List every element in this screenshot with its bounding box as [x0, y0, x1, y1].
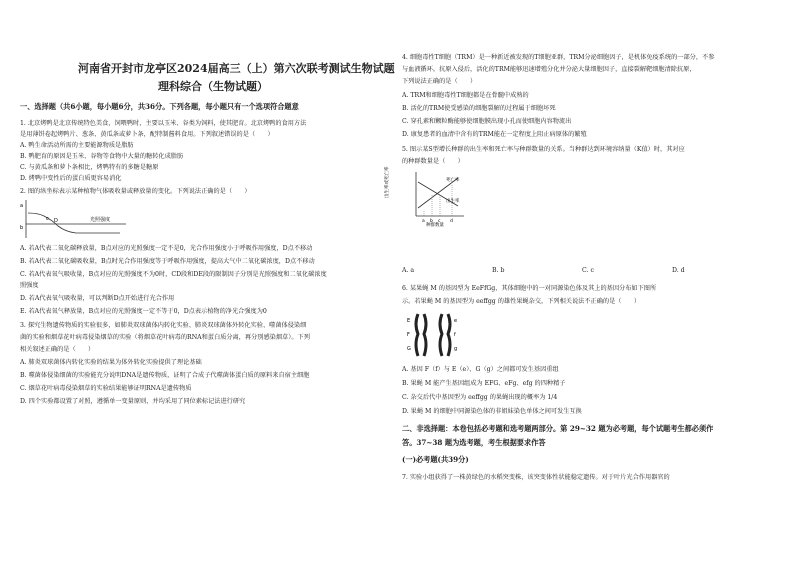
q2-axis-label: 光照强度 — [90, 217, 111, 223]
q6-gene-e: E — [407, 318, 411, 324]
q2-label-b: b — [20, 225, 24, 231]
q4-stem-line3: 下列说法正确的是（ ） — [402, 78, 477, 85]
q4-option-a: A. TRM和细胞毒性T细胞都是在骨髓中成熟的 — [402, 92, 529, 99]
q5-x-label: 种群数量 — [426, 223, 444, 228]
q4-stem-line1: 4. 细胞毒性T细胞（TRM）是一种新近被发现的T细胞亚群，TRM分泌细胞因子，是机体免疫系统的一部分，不参 — [402, 54, 715, 61]
q5-stem-line1: 5. 图示某S型增长种群的出生率和死亡率与种群数量的关系。当种群达到环境容纳量（K值）时，其对应 — [402, 146, 685, 153]
q6-gene-g: G — [407, 346, 411, 352]
q3-stem-line2: 菌的实验和烟草花叶病毒侵染烟草的实验（将烟草花叶病毒的RNA和蛋白质分离，再分别感染烟草）。下列 — [20, 334, 310, 341]
q4-stem-line2: 与血液循环。抗原入侵后，活化的TRM能够迅速增殖分化并分泌大量细胞因子，直接裂解靶细胞清除抗原， — [402, 66, 696, 73]
q1-option-a: A. 鸭生命活动所需的主要能源物质是脂肪 — [20, 142, 134, 149]
q5-option-b: B. b — [492, 267, 505, 274]
q6-chromosome-figure — [404, 310, 464, 360]
q3-option-a: A. 肺炎双球菌体内转化实验的结果为体外转化实验提供了理论基础 — [20, 359, 202, 366]
q4-option-d: D. 康复患者的血清中含有的TRM能在一定程度上阻止病原体的繁殖 — [402, 131, 587, 138]
q5-birth-rate-label: 出生率 — [446, 199, 460, 204]
q2-option-d: D. 若A代表氧气吸收量，可以判断D点开始进行光合作用 — [20, 295, 175, 302]
q5-tick-b: b — [430, 219, 433, 224]
q5-tick-d: d — [450, 219, 453, 224]
q6-option-c: C. 杂交后代中基因型为 eeffgg 的果蝇出现的概率为 1/4 — [402, 394, 558, 401]
section-heading-choice: 一、选择题（共6小题，每小题6分，共36分。下列各题，每小题只有一个选项符合题意 — [20, 102, 299, 111]
q2-option-e: E. 若A代表氧气释放量，B点对应的光照强度一定不等于0，D点表示植物的净光合强度为0 — [20, 308, 267, 315]
q2-option-a: A. 若A代表二氧化碳释放量，B点对应的光照强度一定不是0，光合作用强度小于呼吸作用强度，D点不移动 — [20, 245, 313, 252]
q5-tick-a: a — [422, 219, 425, 224]
q6-option-a: A. 基因 F（f）与 E（e）、G（g）之间都可发生基因重组 — [402, 366, 559, 373]
q5-tick-c: c — [438, 219, 441, 224]
q5-option-c: C. c — [582, 267, 594, 274]
q6-stem-line2: 示。若果蝇 M 的基因型为 eeffgg 的雄性果蝇杂交，下列相关说法不正确的是（ ） — [402, 298, 641, 305]
q2-option-c-cont: 照强度 — [20, 282, 39, 289]
q6-option-d: D. 果蝇 M 的细胞中同源染色体的非姐妹染色单体之间可发生互换 — [402, 408, 582, 415]
section-heading-nonchoice-line1: 二、非选择题：本卷包括必考题和选考题两部分。第 29~32 题为必考题，每个试题考生都必须作 — [402, 424, 714, 433]
q1-stem-line2: 是用薄饼卷起烤鸭片、葱条、黄瓜条或萝卜条，配特制酱料食用。下列叙述错误的是（ ） — [20, 131, 274, 138]
q5-stem-line2: 的种群数量是（ ） — [402, 158, 464, 165]
q2-label-a: a — [20, 203, 24, 209]
q2-option-c: C. 若A代表氧气吸收量，B点对应的光照强度不为0时，CD段和DE段的限制因子分别是光照强度和二氧化碳浓度 — [20, 271, 327, 278]
q1-option-c: C. 与黄瓜条和萝卜条相比，烤鸭特有的多糖是糖原 — [20, 164, 159, 171]
q4-option-c: C. 穿孔素和颗粒酶能够使细胞膜出现小孔而使细胞内容物流出 — [402, 118, 572, 125]
q6-chromosome-left-b — [424, 314, 426, 356]
q3-option-c: C. 烟草花叶病毒侵染烟草的实验结果能够证明RNA是遗传物质 — [20, 385, 192, 392]
q1-option-d: D. 烤鸭中变性后的蛋白质更容易消化 — [20, 175, 122, 182]
q3-stem-line3: 相关叙述正确的是（ ） — [20, 346, 95, 353]
q5-option-a: A. a — [402, 267, 415, 274]
q6-gene-f-lower: f — [454, 332, 456, 338]
q1-option-b: B. 鸭肥育的原因是玉米、谷物等食物中大量的糖转化成脂肪 — [20, 153, 184, 160]
q6-gene-f: F — [407, 332, 410, 338]
q5-y-label: 出生率或死亡率 — [385, 166, 390, 198]
section-subheading-required: (一)必考题(共39分) — [402, 455, 469, 464]
q7-stem-line1: 7. 实验小组获得了一株黄绿色的水稻突变株，该突变体性状能稳定遗传。对于叶片光合作用器官的 — [402, 474, 670, 481]
q6-gene-g-lower: g — [454, 346, 458, 352]
q3-option-b: B. 噬菌体侵染细菌的实验能充分说明DNA是遗传物质，证明了合成子代噬菌体蛋白质的原料来自宿主细胞 — [20, 372, 310, 379]
q1-stem-line1: 1. 北京烤鸭是北京传统特色美食，饲喂鸭时，主要以玉米、谷类为饲料，使其肥育。北京烤鸭的食用方法 — [20, 120, 307, 127]
q2-curve — [28, 213, 120, 233]
q2-label-c: c — [46, 216, 49, 222]
q3-stem-line1: 3. 探究生物遗传物质的实验很多，如肺炎双球菌体内转化实验、肺炎双球菌体外转化实验、噬菌体侵染细 — [20, 322, 307, 329]
q6-chromosome-left-a — [416, 314, 418, 356]
q6-gene-e-lower: e — [454, 318, 458, 324]
q5-population-figure — [385, 166, 482, 228]
q6-stem-line1: 6. 某果蝇 M 的基因型为 EeFfGg，其体细胞中的一对同源染色体及其上的基因分布如下图所 — [402, 285, 657, 292]
q3-option-d: D. 四个实验都设置了对照，遵循单一变量原则，并均采用了同位素标记法进行研究 — [20, 398, 246, 405]
q5-death-rate-label: 死亡率 — [446, 178, 460, 183]
q6-option-b: B. 果蝇 M 能产生基因组成为 EFG、eFg、efg 的四种精子 — [402, 380, 566, 387]
paper-title: 河南省开封市龙亭区2024届高三（上）第六次联考测试生物试题 — [78, 62, 395, 75]
q2-gas-exchange-figure — [20, 198, 130, 242]
q4-option-b: B. 活化的TRM使受感染的细胞裂解的过程属于细胞坏死 — [402, 105, 556, 112]
q6-chromosome-right-b — [448, 314, 450, 356]
q2-label-d: D — [54, 218, 58, 224]
q2-option-b: B. 若A代表二氧化碳吸收量，B点时光合作用强度等于呼吸作用强度，提高大气中二氧化碳浓度，D点不移动 — [20, 258, 315, 265]
q2-stem: 2. 图的纵坐标表示某种植物气体吸收量或释放量的变化。下列说法正确的是（ ） — [20, 188, 251, 195]
section-heading-nonchoice-line2: 答。37~38 题为选考题，考生根据要求作答 — [402, 438, 546, 447]
q5-option-d: D. d — [672, 267, 685, 274]
paper-subtitle: 理科综合（生物试题） — [158, 80, 268, 93]
q6-chromosome-right-a — [440, 314, 442, 356]
